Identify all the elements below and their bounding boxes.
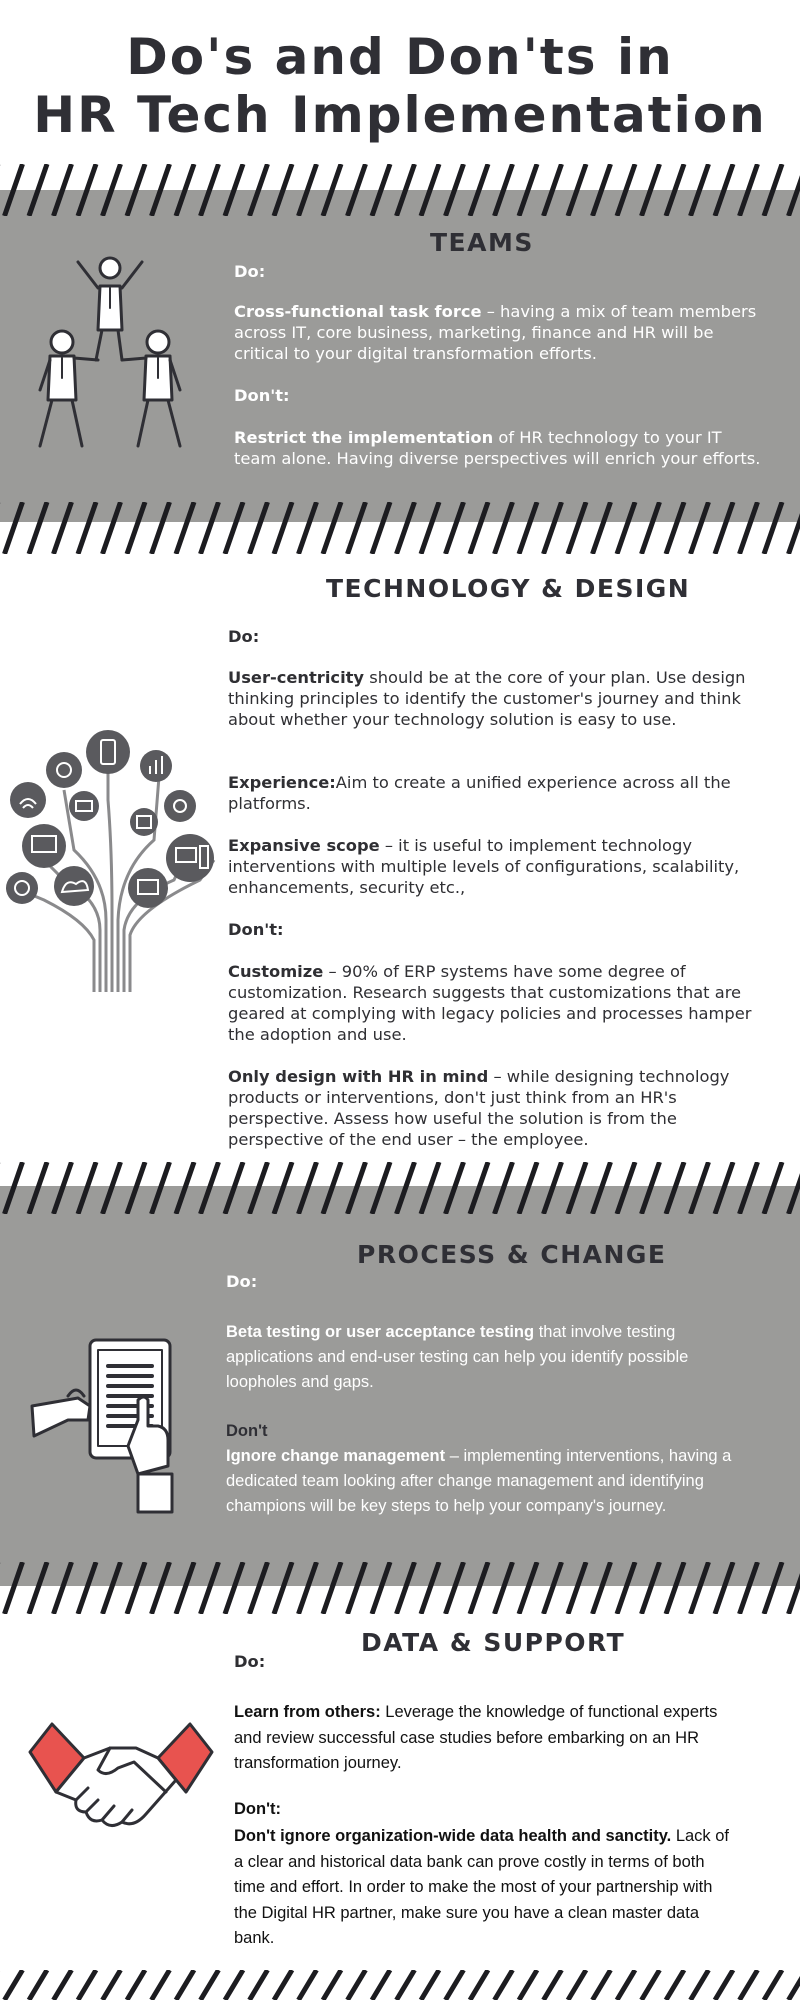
divider-stripes-1 bbox=[0, 164, 800, 216]
teams-dont-item bbox=[234, 427, 764, 469]
data-do-item-text: Leverage the knowledge of functional experts and review successful case studies before embarking on an HR transformation journey. bbox=[234, 1703, 718, 1772]
stripe-line bbox=[666, 1162, 684, 1214]
stripe-line bbox=[568, 1162, 586, 1214]
stripe-line bbox=[544, 1562, 562, 1614]
stripe-line bbox=[152, 164, 170, 216]
process-dont-item-bold: Ignore change management bbox=[226, 1447, 446, 1465]
stripe-line bbox=[519, 1970, 537, 2000]
stripe-line bbox=[176, 1562, 194, 1614]
stripe-line bbox=[470, 1562, 488, 1614]
stripe-line bbox=[495, 1162, 513, 1214]
stripe-line bbox=[274, 502, 292, 554]
stripe-line bbox=[446, 1562, 464, 1614]
stripe-line bbox=[372, 1162, 390, 1214]
tech-do-item-2-bold: Experience: bbox=[228, 773, 336, 792]
stripe-line bbox=[519, 164, 537, 216]
stripe-line bbox=[544, 1162, 562, 1214]
stripe-line bbox=[519, 1162, 537, 1214]
stripe-line bbox=[299, 164, 317, 216]
stripe-line bbox=[348, 1162, 366, 1214]
stripe-line bbox=[5, 1970, 23, 2000]
process-dont-label: Don't bbox=[226, 1422, 268, 1440]
stripe-line bbox=[470, 502, 488, 554]
stripe-line bbox=[740, 1970, 758, 2000]
stripe-line bbox=[446, 1970, 464, 2000]
stripe-line bbox=[372, 1562, 390, 1614]
stripe-line bbox=[544, 1970, 562, 2000]
stripe-line bbox=[568, 1970, 586, 2000]
data-do-item-bold: Learn from others: bbox=[234, 1703, 381, 1721]
stripe-line bbox=[617, 1970, 635, 2000]
stripe-line bbox=[593, 1162, 611, 1214]
stripe-line bbox=[29, 1562, 47, 1614]
process-do-label: Do: bbox=[226, 1272, 258, 1291]
stripe-line bbox=[250, 1562, 268, 1614]
teams-do-item bbox=[234, 301, 764, 364]
stripe-line bbox=[29, 1970, 47, 2000]
stripe-line bbox=[274, 1162, 292, 1214]
stripe-line bbox=[372, 1970, 390, 2000]
stripe-line bbox=[397, 1562, 415, 1614]
stripe-line bbox=[593, 1970, 611, 2000]
stripe-line bbox=[54, 502, 72, 554]
stripe-line bbox=[201, 502, 219, 554]
stripe-line bbox=[470, 1162, 488, 1214]
stripe-line bbox=[225, 1970, 243, 2000]
data-dont-item-bold: Don't ignore organization-wide data health and sanctity. bbox=[234, 1827, 672, 1845]
stripe-line bbox=[470, 1970, 488, 2000]
divider-stripes-2 bbox=[0, 502, 800, 554]
stripe-line bbox=[666, 502, 684, 554]
stripe-line bbox=[740, 1562, 758, 1614]
stripe-line bbox=[78, 1562, 96, 1614]
stripe-line bbox=[789, 502, 800, 554]
stripe-line bbox=[152, 1162, 170, 1214]
stripe-line bbox=[250, 164, 268, 216]
stripe-line bbox=[201, 1970, 219, 2000]
process-do-item-text: that involve testing applications and end-user testing can help you identify possible loopholes and gaps. bbox=[226, 1323, 689, 1391]
stripe-line bbox=[54, 1162, 72, 1214]
stripe-line bbox=[250, 502, 268, 554]
stripe-line bbox=[103, 1970, 121, 2000]
stripe-line bbox=[323, 1562, 341, 1614]
tech-do-item-3-bold: Expansive scope bbox=[228, 836, 380, 855]
page-title-line-2: HR Tech Implementation bbox=[33, 86, 767, 144]
stripe-line bbox=[127, 1970, 145, 2000]
stripe-line bbox=[397, 164, 415, 216]
stripe-line bbox=[225, 502, 243, 554]
stripe-line bbox=[29, 164, 47, 216]
teams-dont-label: Don't: bbox=[234, 386, 290, 405]
stripe-line bbox=[29, 1162, 47, 1214]
stripe-line bbox=[274, 164, 292, 216]
stripe-line bbox=[764, 1970, 782, 2000]
stripe-line bbox=[299, 502, 317, 554]
stripe-line bbox=[54, 164, 72, 216]
stripe-line bbox=[715, 164, 733, 216]
stripe-line bbox=[764, 1162, 782, 1214]
stripe-line bbox=[127, 502, 145, 554]
stripe-line bbox=[446, 164, 464, 216]
stripe-line bbox=[323, 1162, 341, 1214]
stripe-line bbox=[176, 1970, 194, 2000]
teams-dont-item-bold: Restrict the implementation bbox=[234, 428, 494, 447]
tech-do-item-3-text: – it is useful to implement technology interventions with multiple levels of configurations, scalability, enhancements, security etc., bbox=[228, 836, 740, 897]
divider-stripes-3 bbox=[0, 1162, 800, 1214]
stripe-line bbox=[127, 1562, 145, 1614]
stripe-line bbox=[348, 1970, 366, 2000]
stripe-line bbox=[78, 502, 96, 554]
process-dont-item bbox=[226, 1444, 746, 1519]
stripe-line bbox=[764, 502, 782, 554]
stripe-line bbox=[5, 502, 23, 554]
stripe-line bbox=[78, 164, 96, 216]
stripe-line bbox=[152, 502, 170, 554]
stripe-line bbox=[250, 1162, 268, 1214]
stripe-line bbox=[470, 164, 488, 216]
tech-dont-item-2-text: – while designing technology products or interventions, don't just think from an HR's perspective. Assess how useful the solution is from the perspective of the end user – the employee. bbox=[228, 1067, 730, 1149]
stripe-line bbox=[274, 1970, 292, 2000]
stripe-line bbox=[642, 164, 660, 216]
stripe-line bbox=[127, 164, 145, 216]
divider-stripes-5 bbox=[0, 1970, 800, 2000]
stripe-line bbox=[421, 502, 439, 554]
tech-do-item-2-text: Aim to create a unified experience across all the platforms. bbox=[228, 773, 731, 813]
stripe-line bbox=[617, 1562, 635, 1614]
stripe-line bbox=[764, 164, 782, 216]
stripe-line bbox=[568, 164, 586, 216]
stripe-line bbox=[715, 502, 733, 554]
tech-dont-item-1-text: – 90% of ERP systems have some degree of customization. Research suggests that customizations that are geared at complying with legacy policies and processes hamper the adoption and use. bbox=[228, 962, 752, 1044]
stripe-line bbox=[29, 502, 47, 554]
stripe-line bbox=[299, 1162, 317, 1214]
teams-do-label: Do: bbox=[234, 262, 266, 281]
data-dont-item-text: Lack of a clear and historical data bank can prove costly in terms of both time and effort. In order to make the most of your partnership with the Digital HR partner, make sure you have a clean master data bank. bbox=[234, 1827, 730, 1947]
stripe-line bbox=[666, 1970, 684, 2000]
stripe-line bbox=[617, 502, 635, 554]
stripe-line bbox=[691, 502, 709, 554]
stripe-line bbox=[299, 1562, 317, 1614]
stripe-line bbox=[740, 502, 758, 554]
stripe-line bbox=[446, 1162, 464, 1214]
tech-do-item-3 bbox=[228, 835, 763, 898]
stripe-line bbox=[372, 502, 390, 554]
data-dont-item bbox=[234, 1824, 739, 1952]
stripe-line bbox=[78, 1162, 96, 1214]
stripe-line bbox=[103, 502, 121, 554]
stripe-line bbox=[225, 1562, 243, 1614]
tech-do-item-1 bbox=[228, 667, 763, 730]
stripe-line bbox=[617, 164, 635, 216]
teams-do-item-text: – having a mix of team members across IT, core business, marketing, finance and HR will be critical to your digital transformation efforts. bbox=[234, 302, 757, 363]
stripe-line bbox=[421, 164, 439, 216]
stripe-line bbox=[789, 164, 800, 216]
stripe-line bbox=[789, 1562, 800, 1614]
tech-dont-item-1 bbox=[228, 961, 768, 1045]
data-do-item bbox=[234, 1700, 724, 1777]
process-dont-item-text: – implementing interventions, having a dedicated team looking after change management and identifying champions will be key steps to help your company's journey. bbox=[226, 1447, 732, 1515]
stripe-line bbox=[642, 1162, 660, 1214]
stripe-line bbox=[715, 1162, 733, 1214]
stripe-line bbox=[176, 1162, 194, 1214]
stripe-line bbox=[495, 1562, 513, 1614]
stripe-line bbox=[544, 502, 562, 554]
stripe-line bbox=[593, 164, 611, 216]
stripe-line bbox=[764, 1562, 782, 1614]
stripe-line bbox=[519, 502, 537, 554]
stripe-line bbox=[103, 1162, 121, 1214]
stripe-line bbox=[715, 1970, 733, 2000]
stripe-line bbox=[176, 502, 194, 554]
stripe-line bbox=[617, 1162, 635, 1214]
tech-do-item-1-bold: User-centricity bbox=[228, 668, 365, 687]
stripe-line bbox=[593, 1562, 611, 1614]
stripe-line bbox=[642, 1970, 660, 2000]
stripe-line bbox=[691, 1562, 709, 1614]
stripe-line bbox=[397, 1162, 415, 1214]
stripe-line bbox=[593, 502, 611, 554]
stripe-line bbox=[103, 164, 121, 216]
tech-heading: TECHNOLOGY & DESIGN bbox=[326, 574, 691, 603]
stripe-line bbox=[740, 164, 758, 216]
stripe-line bbox=[544, 164, 562, 216]
stripe-line bbox=[715, 1562, 733, 1614]
technology-tree-icon bbox=[4, 730, 220, 992]
tablet-hands-icon bbox=[28, 1336, 188, 1516]
stripe-line bbox=[250, 1970, 268, 2000]
stripe-line bbox=[201, 1562, 219, 1614]
stripe-line bbox=[691, 1970, 709, 2000]
stripe-line bbox=[495, 502, 513, 554]
stripe-line bbox=[323, 164, 341, 216]
stripe-line bbox=[54, 1562, 72, 1614]
data-heading: DATA & SUPPORT bbox=[361, 1628, 626, 1657]
stripe-line bbox=[323, 1970, 341, 2000]
page-title-line-1: Do's and Don'ts in bbox=[126, 28, 674, 86]
stripe-line bbox=[421, 1162, 439, 1214]
stripe-line bbox=[225, 1162, 243, 1214]
stripe-line bbox=[666, 164, 684, 216]
tech-do-label: Do: bbox=[228, 627, 260, 646]
stripe-line bbox=[348, 502, 366, 554]
stripe-line bbox=[54, 1970, 72, 2000]
stripe-line bbox=[519, 1562, 537, 1614]
stripe-line bbox=[568, 1562, 586, 1614]
stripe-line bbox=[446, 502, 464, 554]
tech-dont-label: Don't: bbox=[228, 920, 284, 939]
stripe-line bbox=[201, 1162, 219, 1214]
stripe-line bbox=[642, 1562, 660, 1614]
stripe-line bbox=[642, 502, 660, 554]
stripe-line bbox=[372, 164, 390, 216]
stripe-line bbox=[152, 1970, 170, 2000]
stripe-line bbox=[299, 1970, 317, 2000]
stripe-line bbox=[495, 164, 513, 216]
handshake-icon bbox=[26, 1718, 216, 1848]
tech-dont-item-2-bold: Only design with HR in mind bbox=[228, 1067, 489, 1086]
tech-dont-item-2 bbox=[228, 1066, 768, 1150]
data-do-label: Do: bbox=[234, 1652, 266, 1671]
stripe-line bbox=[5, 164, 23, 216]
teams-heading: TEAMS bbox=[430, 228, 534, 257]
process-heading: PROCESS & CHANGE bbox=[357, 1240, 667, 1269]
stripe-line bbox=[666, 1562, 684, 1614]
tech-dont-item-1-bold: Customize bbox=[228, 962, 324, 981]
stripe-line bbox=[740, 1162, 758, 1214]
data-dont-label: Don't: bbox=[234, 1800, 281, 1818]
team-pyramid-icon bbox=[30, 250, 190, 460]
stripe-line bbox=[691, 164, 709, 216]
teams-dont-item-text: of HR technology to your IT team alone. Having diverse perspectives will enrich your efforts. bbox=[234, 428, 761, 468]
stripe-line bbox=[789, 1162, 800, 1214]
tech-do-item-2 bbox=[228, 772, 763, 814]
stripe-line bbox=[691, 1162, 709, 1214]
stripe-line bbox=[152, 1562, 170, 1614]
stripe-line bbox=[348, 1562, 366, 1614]
process-do-item bbox=[226, 1320, 746, 1395]
stripe-line bbox=[5, 1162, 23, 1214]
page-title bbox=[0, 28, 800, 144]
stripe-line bbox=[201, 164, 219, 216]
stripe-line bbox=[568, 502, 586, 554]
stripe-line bbox=[421, 1970, 439, 2000]
stripe-line bbox=[103, 1562, 121, 1614]
process-do-item-bold: Beta testing or user acceptance testing bbox=[226, 1323, 535, 1341]
stripe-line bbox=[78, 1970, 96, 2000]
stripe-line bbox=[225, 164, 243, 216]
stripe-line bbox=[397, 502, 415, 554]
stripe-line bbox=[789, 1970, 800, 2000]
stripe-line bbox=[127, 1162, 145, 1214]
stripe-line bbox=[348, 164, 366, 216]
stripe-line bbox=[274, 1562, 292, 1614]
stripe-line bbox=[421, 1562, 439, 1614]
tech-do-item-1-text: should be at the core of your plan. Use design thinking principles to identify the customer's journey and think about whether your technology solution is easy to use. bbox=[228, 668, 746, 729]
stripe-line bbox=[5, 1562, 23, 1614]
divider-stripes-4 bbox=[0, 1562, 800, 1614]
stripe-line bbox=[323, 502, 341, 554]
stripe-line bbox=[176, 164, 194, 216]
stripe-line bbox=[495, 1970, 513, 2000]
teams-do-item-bold: Cross-functional task force bbox=[234, 302, 482, 321]
stripe-line bbox=[397, 1970, 415, 2000]
